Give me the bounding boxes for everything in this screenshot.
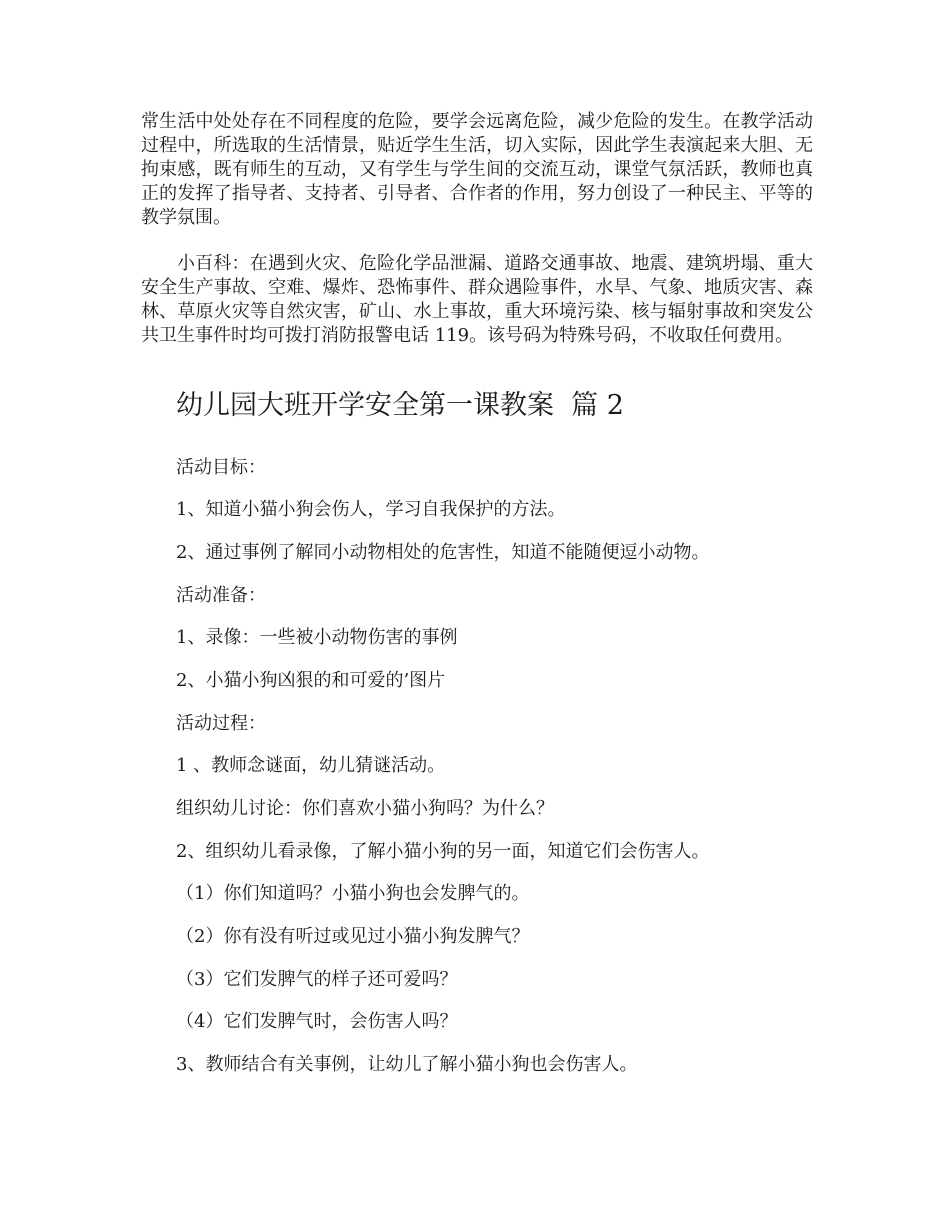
- section-title: 幼儿园大班开学安全第一课教案 篇 2: [176, 390, 624, 421]
- process-step: 3、教师结合有关事例，让幼儿了解小猫小狗也会伤害人。: [176, 1054, 638, 1075]
- goal-item: 2、通过事例了解同小动物相处的危害性，知道不能随便逗小动物。: [176, 542, 710, 563]
- question-item: （1）你们知道吗？小猫小狗也会发脾气的。: [176, 883, 530, 904]
- goal-item: 1、知道小猫小狗会伤人，学习自我保护的方法。: [176, 499, 566, 520]
- preparation-heading: 活动准备：: [176, 585, 266, 606]
- process-heading: 活动过程：: [176, 713, 266, 734]
- question-item: （2）你有没有听过或见过小猫小狗发脾气？: [176, 926, 530, 947]
- process-step: 1 、教师念谜面，幼儿猜谜活动。: [176, 755, 446, 776]
- encyclopedia-paragraph: 小百科：在遇到火灾、危险化学品泄漏、道路交通事故、地震、建筑坍塌、重大安全生产事故、空难、爆炸、恐怖事件、群众遇险事件，水旱、气象、地质灾害、森林、草原火灾等自然灾害，矿山、水上事故，重大环境污染、核与辐射事故和突发公共卫生事件时均可拨打消防报警电话 119。该号码为特殊号码，不收取任何费用。: [141, 253, 813, 346]
- intro-paragraph: 常生活中处处存在不同程度的危险，要学会远离危险，减少危险的发生。在教学活动过程中，所选取的生活情景，贴近学生生活，切入实际，因此学生表演起来大胆、无拘束感，既有师生的互动，又有学生与学生间的交流互动，课堂气氛活跃，教师也真正的发挥了指导者、支持者、引导者、合作者的作用，努力创设了一种民主、平等的教学氛围。: [141, 111, 813, 228]
- activity-goals-heading: 活动目标：: [176, 457, 266, 478]
- process-text: 组织幼儿讨论：你们喜欢小猫小狗吗？为什么？: [176, 798, 554, 819]
- question-item: （3）它们发脾气的样子还可爱吗？: [176, 969, 458, 990]
- process-step: 2、组织幼儿看录像，了解小猫小狗的另一面，知道它们会伤害人。: [176, 841, 710, 862]
- question-item: （4）它们发脾气时，会伤害人吗？: [176, 1011, 458, 1032]
- preparation-item: 2、小猫小狗凶狠的和可爱的’图片: [176, 670, 446, 691]
- preparation-item: 1、录像：一些被小动物伤害的事例: [176, 627, 458, 648]
